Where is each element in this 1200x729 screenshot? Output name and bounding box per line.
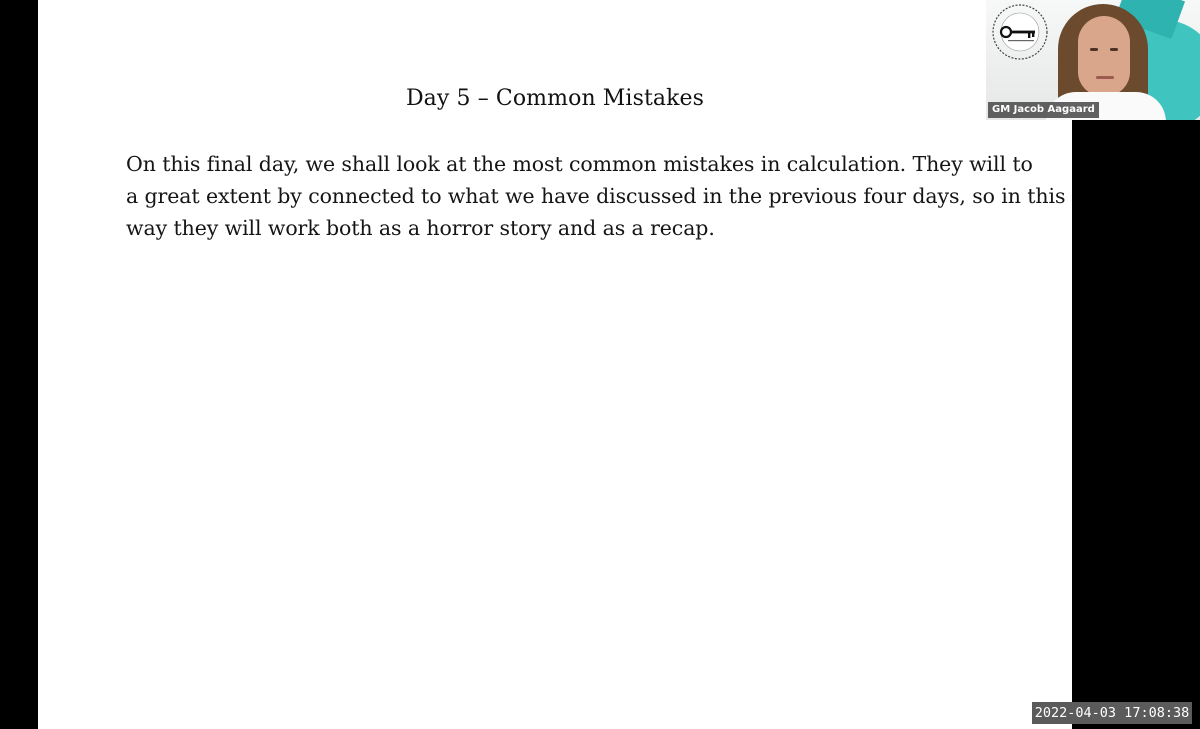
presentation-slide (38, 0, 1072, 729)
participant-eye (1110, 48, 1118, 51)
slide-body-line: way they will work both as a horror story and as a recap. (126, 216, 715, 240)
black-background-strip (1072, 120, 1200, 729)
slide-body-text (126, 148, 1066, 244)
slide-body-line: On this final day, we shall look at the most common mistakes in calculation. They will to (126, 152, 1033, 176)
webcam-video-tile[interactable] (986, 0, 1200, 120)
participant-eye (1090, 48, 1098, 51)
participant-name-tag: GM Jacob Aagaard (988, 102, 1099, 118)
participant-face (1078, 16, 1130, 96)
slide-body-line: a great extent by connected to what we have discussed in the previous four days, so in this (126, 184, 1066, 208)
slide-title: Day 5 – Common Mistakes (405, 86, 705, 111)
participant-mouth (1096, 76, 1114, 79)
recording-timestamp: 2022-04-03 17:08:38 (1032, 702, 1192, 724)
key-to-success-logo-icon (990, 2, 1050, 62)
